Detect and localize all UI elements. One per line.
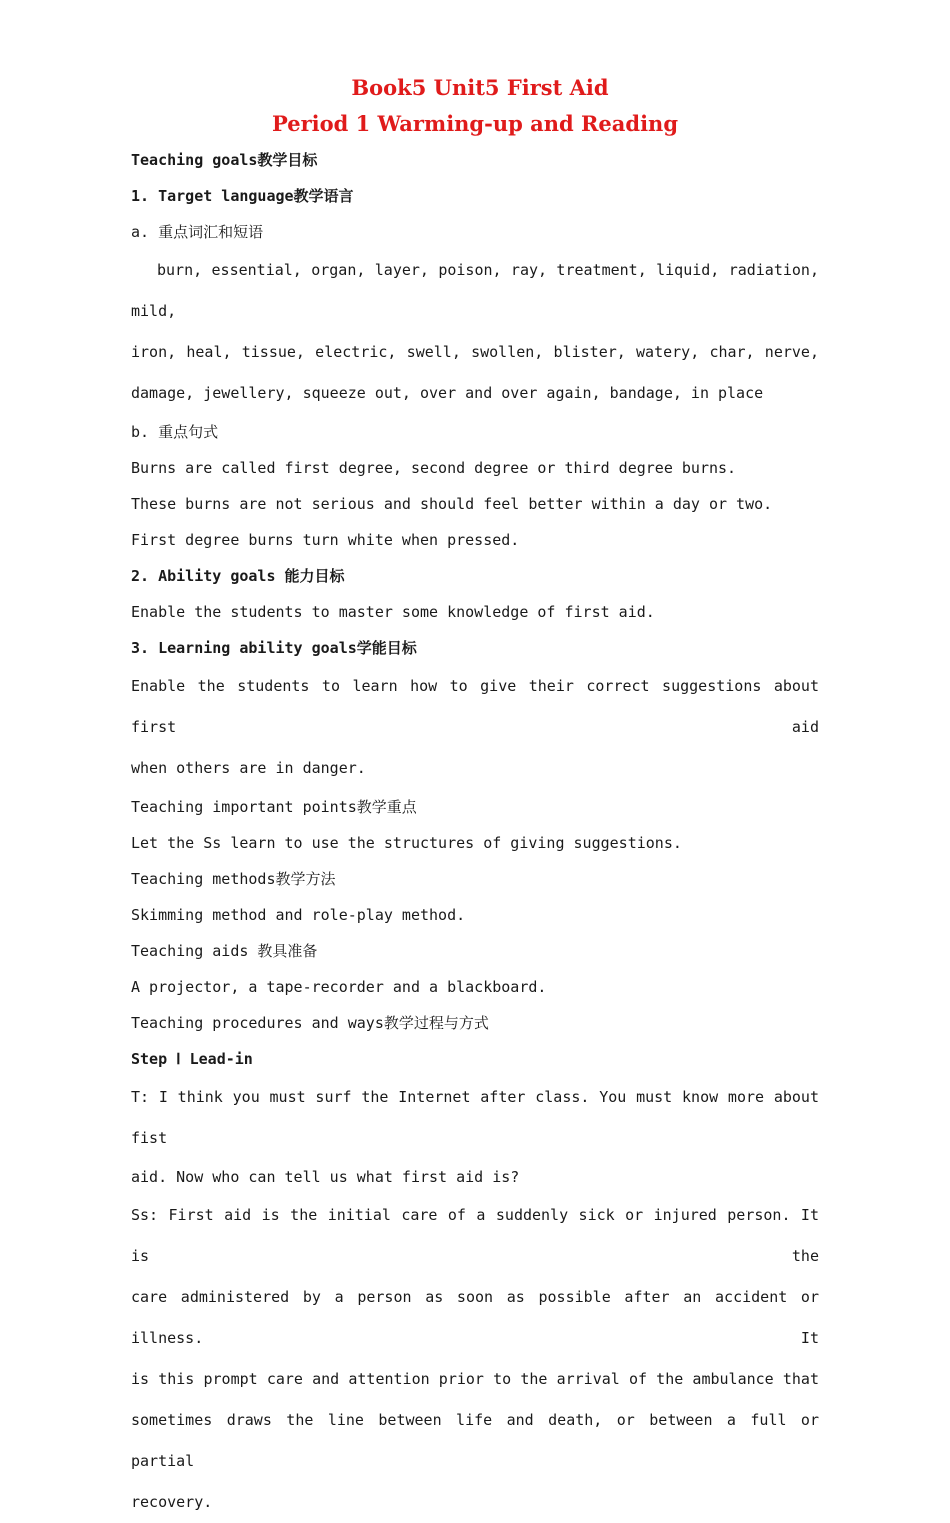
ss-line-2: care administered by a person as soon as possible after an accident or illness. It bbox=[131, 1288, 819, 1347]
learning-ability-line-1: Enable the students to learn how to give their correct suggestions about first aid bbox=[131, 677, 819, 736]
ss-line-3: is this prompt care and attention prior to the arrival of the ambulance that bbox=[131, 1370, 819, 1388]
vocab-line-3: damage, jewellery, squeeze out, over and over again, bandage, in place bbox=[131, 384, 764, 402]
methods-heading: Teaching methods教学方法 bbox=[131, 870, 336, 888]
teacher-line-1: T: I think you must surf the Internet after class. You must know more about fist bbox=[131, 1088, 819, 1147]
learning-ability-line-2: when others are in danger. bbox=[131, 759, 366, 777]
vocab-line-1: burn, essential, organ, layer, poison, ray, treatment, liquid, radiation, mild, bbox=[131, 261, 819, 320]
document-page bbox=[131, 70, 819, 1523]
vocab-line-2: iron, heal, tissue, electric, swell, swollen, blister, watery, char, nerve, bbox=[131, 343, 819, 361]
learning-ability-goals-heading: 3. Learning ability goals学能目标 bbox=[131, 639, 417, 657]
key-sentences-label: b. 重点句式 bbox=[131, 423, 219, 441]
step1-heading: Step Ⅰ Lead-in bbox=[131, 1050, 253, 1068]
ss-line-5: recovery. bbox=[131, 1493, 213, 1511]
teacher-line-2: aid. Now who can tell us what first aid is? bbox=[131, 1168, 520, 1186]
key-sentence-3: First degree burns turn white when pressed. bbox=[131, 531, 520, 549]
important-points-heading: Teaching important points教学重点 bbox=[131, 798, 417, 816]
ss-line-4: sometimes draws the line between life and death, or between a full or partial bbox=[131, 1411, 819, 1470]
key-vocab-label: a. 重点词汇和短语 bbox=[131, 223, 264, 241]
key-sentence-2: These burns are not serious and should feel better within a day or two. bbox=[131, 495, 773, 513]
document-title: Book5 Unit5 First Aid bbox=[351, 75, 609, 100]
aids-heading: Teaching aids 教具准备 bbox=[131, 942, 318, 960]
teaching-goals-heading: Teaching goals教学目标 bbox=[131, 151, 318, 169]
procedures-heading: Teaching procedures and ways教学过程与方式 bbox=[131, 1014, 489, 1032]
document-subtitle: Period 1 Warming-up and Reading bbox=[271, 111, 678, 136]
ability-goals-heading: 2. Ability goals 能力目标 bbox=[131, 567, 345, 585]
key-sentence-1: Burns are called first degree, second degree or third degree burns. bbox=[131, 459, 737, 477]
ability-goals-text: Enable the students to master some knowledge of first aid. bbox=[131, 603, 655, 621]
target-language-heading: 1. Target language教学语言 bbox=[131, 187, 354, 205]
aids-text: A projector, a tape-recorder and a blackboard. bbox=[131, 978, 547, 996]
methods-text: Skimming method and role-play method. bbox=[131, 906, 466, 924]
ss-line-1: Ss: First aid is the initial care of a suddenly sick or injured person. It is the bbox=[131, 1206, 819, 1265]
important-points-text: Let the Ss learn to use the structures of giving suggestions. bbox=[131, 834, 682, 852]
